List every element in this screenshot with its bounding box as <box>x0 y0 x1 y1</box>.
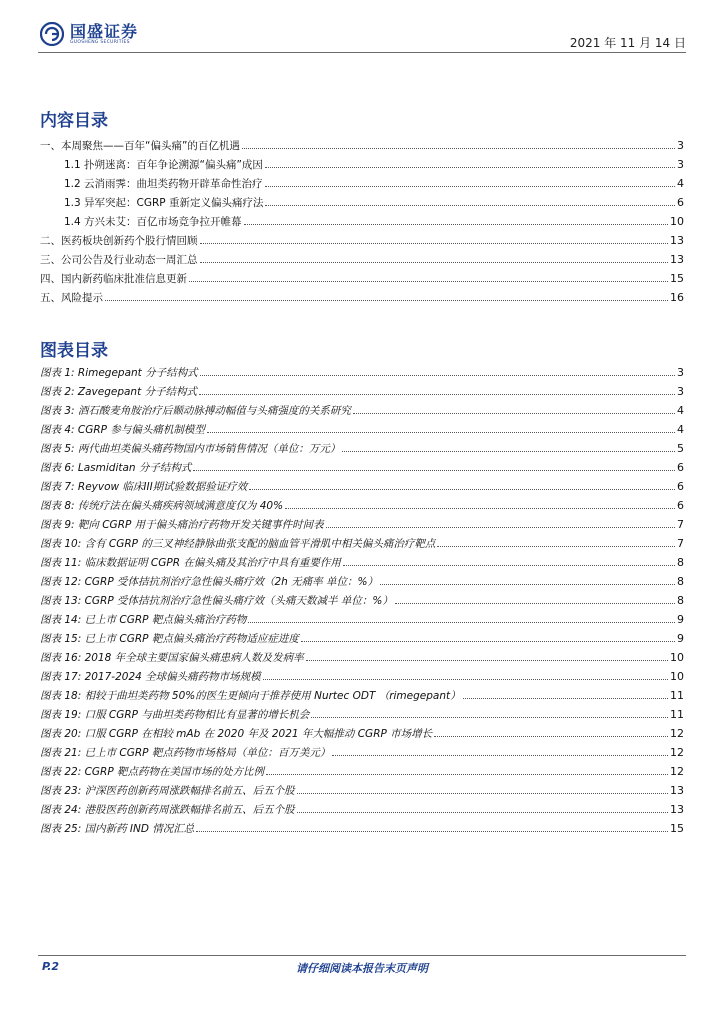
toc-page-number: 3 <box>677 385 684 398</box>
toc-entry-label: 图表 3: 酒石酸麦角胺治疗后颞动脉搏动幅值与头痛强度的关系研究 <box>40 405 351 417</box>
toc-leader-dots <box>297 792 668 794</box>
toc-leader-dots <box>343 564 675 566</box>
toc-leader-dots <box>189 280 668 282</box>
toc-entry-label: 图表 1: Rimegepant 分子结构式 <box>40 367 198 379</box>
logo-chinese-name: 国盛证券 <box>70 21 139 41</box>
toc-page-number: 3 <box>677 158 684 171</box>
toc-entry-label: 一、本周聚焦——百年“偏头痛”的百亿机遇 <box>40 140 240 152</box>
report-date: 2021 年 11 月 14 日 <box>569 36 686 50</box>
toc-leader-dots <box>196 830 668 832</box>
figure-toc-entry[interactable] <box>40 479 684 498</box>
toc-page-number: 9 <box>677 632 684 645</box>
toc-page-number: 3 <box>677 139 684 152</box>
page-header <box>0 0 724 58</box>
toc-entry-label: 图表 21: 已上市 CGRP 靶点药物市场格局（单位：百万美元） <box>40 747 331 759</box>
toc-leader-dots <box>199 393 675 395</box>
figure-toc-entry[interactable] <box>40 384 684 403</box>
toc-page-number: 6 <box>677 480 684 493</box>
toc-entry-label: 图表 2: Zavegepant 分子结构式 <box>40 386 198 398</box>
toc-entry-label: 图表 13: CGRP 受体拮抗剂治疗急性偏头痛疗效（头痛天数减半 单位：%） <box>40 595 393 607</box>
toc-entry-label: 图表 9: 靶向 CGRP 用于偏头痛治疗药物开发关键事件时间表 <box>40 519 324 531</box>
toc-leader-dots <box>200 242 669 244</box>
toc-entry-label: 三、公司公告及行业动态一周汇总 <box>40 254 198 266</box>
toc-entry-label: 图表 20: 口服 CGRP 在相较 mAb 在 2020 年及 2021 年大幅推动 CGRP 市场增长 <box>40 728 433 740</box>
toc-entry-label: 图表 8: 传统疗法在偏头痛疾病领域满意度仅为 40% <box>40 500 284 512</box>
toc-leader-dots <box>105 299 668 301</box>
toc-page-number: 11 <box>670 689 684 702</box>
toc-page-number: 4 <box>677 423 684 436</box>
toc-leader-dots <box>249 488 675 490</box>
toc-page-number: 6 <box>677 461 684 474</box>
figure-toc-entry[interactable] <box>40 403 684 422</box>
toc-entry-label: 图表 22: CGRP 靶点药物在美国市场的处方比例 <box>40 766 265 778</box>
figure-toc-entry[interactable] <box>40 631 684 650</box>
toc-page-number: 8 <box>677 575 684 588</box>
toc-leader-dots <box>244 223 668 225</box>
toc-leader-dots <box>200 261 669 263</box>
toc-leader-dots <box>193 469 675 471</box>
figure-toc-entry[interactable] <box>40 517 684 536</box>
toc-page-number: 10 <box>670 215 684 228</box>
toc-page-number: 9 <box>677 613 684 626</box>
toc-page-number: 13 <box>670 803 684 816</box>
toc-page-number: 12 <box>670 746 684 759</box>
content-toc-title: 内容目录 <box>40 111 108 131</box>
content-toc-entry[interactable] <box>40 290 684 309</box>
toc-entry-label: 五、风险提示 <box>40 292 103 304</box>
toc-page-number: 13 <box>670 784 684 797</box>
toc-leader-dots <box>301 640 675 642</box>
figure-toc-entry[interactable] <box>40 726 684 745</box>
toc-leader-dots <box>297 811 668 813</box>
toc-entry-label: 图表 7: Reyvow 临床III期试验数据验证疗效 <box>40 481 248 493</box>
toc-entry-label: 图表 18: 相较于曲坦类药物 50%的医生更倾向于推荐使用 Nurtec ODT （rimegepant） <box>40 690 461 702</box>
figure-toc-entry[interactable] <box>40 650 684 669</box>
content-toc-entry[interactable] <box>40 176 684 195</box>
figure-toc-entry[interactable] <box>40 574 684 593</box>
toc-entry-label: 图表 19: 口服 CGRP 与曲坦类药物相比有显著的增长机会 <box>40 709 310 721</box>
toc-leader-dots <box>248 621 675 623</box>
toc-page-number: 6 <box>677 499 684 512</box>
content-toc-entry[interactable] <box>40 157 684 176</box>
toc-page-number: 13 <box>670 234 684 247</box>
toc-page-number: 12 <box>670 765 684 778</box>
footer-disclaimer: 请仔细阅读本报告末页声明 <box>296 962 428 975</box>
figure-toc-entry[interactable] <box>40 669 684 688</box>
toc-page-number: 8 <box>677 556 684 569</box>
content-toc-entry[interactable] <box>40 271 684 290</box>
toc-entry-label: 1.1 扑朔迷离：百年争论溯源“偏头痛”成因 <box>64 159 263 171</box>
toc-leader-dots <box>395 602 675 604</box>
figure-toc-entry[interactable] <box>40 707 684 726</box>
toc-leader-dots <box>311 716 668 718</box>
figure-toc-entry[interactable] <box>40 764 684 783</box>
toc-entry-label: 图表 10: 含有 CGRP 的三叉神经静脉曲张支配的脑血管平滑肌中相关偏头痛治疗靶点 <box>40 538 436 550</box>
toc-page-number: 7 <box>677 537 684 550</box>
toc-page-number: 12 <box>670 727 684 740</box>
toc-entry-label: 图表 17: 2017-2024 全球偏头痛药物市场规模 <box>40 671 261 683</box>
logo-english-name: GUOSHENG SECURITIES <box>70 39 130 45</box>
toc-entry-label: 图表 14: 已上市 CGRP 靶点偏头痛治疗药物 <box>40 614 247 626</box>
footer-divider <box>38 955 686 956</box>
toc-leader-dots <box>437 545 675 547</box>
toc-entry-label: 图表 24: 港股医药创新药周涨跌幅排名前五、后五个股 <box>40 804 295 816</box>
toc-entry-label: 二、医药板块创新药个股行情回顾 <box>40 235 198 247</box>
toc-leader-dots <box>380 583 675 585</box>
figure-toc-entry[interactable] <box>40 441 684 460</box>
content-toc-entry[interactable] <box>40 138 684 157</box>
figure-toc-entry[interactable] <box>40 802 684 821</box>
toc-leader-dots <box>265 166 675 168</box>
toc-entry-label: 1.2 云消雨霁：曲坦类药物开辟革命性治疗 <box>64 178 263 190</box>
toc-leader-dots <box>463 697 668 699</box>
toc-leader-dots <box>265 185 675 187</box>
content-toc-list <box>40 138 684 309</box>
toc-entry-label: 1.3 异军突起：CGRP 重新定义偏头痛疗法 <box>64 197 264 209</box>
figure-toc-entry[interactable] <box>40 593 684 612</box>
figure-toc-entry[interactable] <box>40 460 684 479</box>
toc-entry-label: 图表 5: 两代曲坦类偏头痛药物国内市场销售情况（单位：万元） <box>40 443 341 455</box>
content-toc-entry[interactable] <box>40 195 684 214</box>
toc-page-number: 15 <box>670 272 684 285</box>
header-divider <box>38 52 686 53</box>
logo-icon <box>40 22 64 46</box>
figure-toc-entry[interactable] <box>40 612 684 631</box>
toc-entry-label: 图表 4: CGRP 参与偏头痛机制模型 <box>40 424 205 436</box>
toc-leader-dots <box>306 659 668 661</box>
toc-page-number: 5 <box>677 442 684 455</box>
figure-toc-entry[interactable] <box>40 688 684 707</box>
toc-page-number: 4 <box>677 404 684 417</box>
toc-page-number: 13 <box>670 253 684 266</box>
toc-page-number: 11 <box>670 708 684 721</box>
toc-leader-dots <box>242 147 675 149</box>
figure-toc-entry[interactable] <box>40 783 684 802</box>
toc-page-number: 4 <box>677 177 684 190</box>
toc-page-number: 10 <box>670 651 684 664</box>
toc-page-number: 7 <box>677 518 684 531</box>
toc-page-number: 6 <box>677 196 684 209</box>
toc-leader-dots <box>342 450 675 452</box>
figure-toc-entry[interactable] <box>40 498 684 517</box>
toc-entry-label: 图表 16: 2018 年全球主要国家偏头痛患病人数及发病率 <box>40 652 304 664</box>
figure-toc-entry[interactable] <box>40 821 684 840</box>
toc-entry-label: 四、国内新药临床批准信息更新 <box>40 273 187 285</box>
figure-toc-entry[interactable] <box>40 365 684 384</box>
toc-page-number: 15 <box>670 822 684 835</box>
figure-toc-entry[interactable] <box>40 555 684 574</box>
toc-page-number: 3 <box>677 366 684 379</box>
figure-toc-entry[interactable] <box>40 422 684 441</box>
toc-leader-dots <box>265 204 675 206</box>
toc-entry-label: 图表 25: 国内新药 IND 情况汇总 <box>40 823 195 835</box>
toc-leader-dots <box>285 507 675 509</box>
toc-entry-label: 图表 11: 临床数据证明 CGPR 在偏头痛及其治疗中具有重要作用 <box>40 557 341 569</box>
toc-leader-dots <box>200 374 675 376</box>
toc-leader-dots <box>332 754 668 756</box>
toc-leader-dots <box>326 526 675 528</box>
figure-toc-title: 图表目录 <box>40 341 108 361</box>
toc-page-number: 16 <box>670 291 684 304</box>
content-toc-entry[interactable] <box>40 252 684 271</box>
company-logo <box>40 22 138 46</box>
toc-leader-dots <box>434 735 668 737</box>
toc-entry-label: 图表 6: Lasmiditan 分子结构式 <box>40 462 192 474</box>
toc-page-number: 8 <box>677 594 684 607</box>
toc-entry-label: 图表 12: CGRP 受体拮抗剂治疗急性偏头痛疗效（2h 无痛率 单位：%） <box>40 576 378 588</box>
figure-toc-entry[interactable] <box>40 745 684 764</box>
toc-leader-dots <box>263 678 668 680</box>
toc-leader-dots <box>266 773 668 775</box>
content-toc-entry[interactable] <box>40 233 684 252</box>
figure-toc-list <box>40 365 684 840</box>
toc-entry-label: 1.4 方兴未艾：百亿市场竞争拉开帷幕 <box>64 216 242 228</box>
figure-toc-entry[interactable] <box>40 536 684 555</box>
toc-entry-label: 图表 23: 沪深医药创新药周涨跌幅排名前五、后五个股 <box>40 785 295 797</box>
toc-entry-label: 图表 15: 已上市 CGRP 靶点偏头痛治疗药物适应症进度 <box>40 633 299 645</box>
content-toc-entry[interactable] <box>40 214 684 233</box>
toc-page-number: 10 <box>670 670 684 683</box>
toc-leader-dots <box>353 412 675 414</box>
toc-leader-dots <box>207 431 675 433</box>
page-number: P.2 <box>42 960 60 973</box>
